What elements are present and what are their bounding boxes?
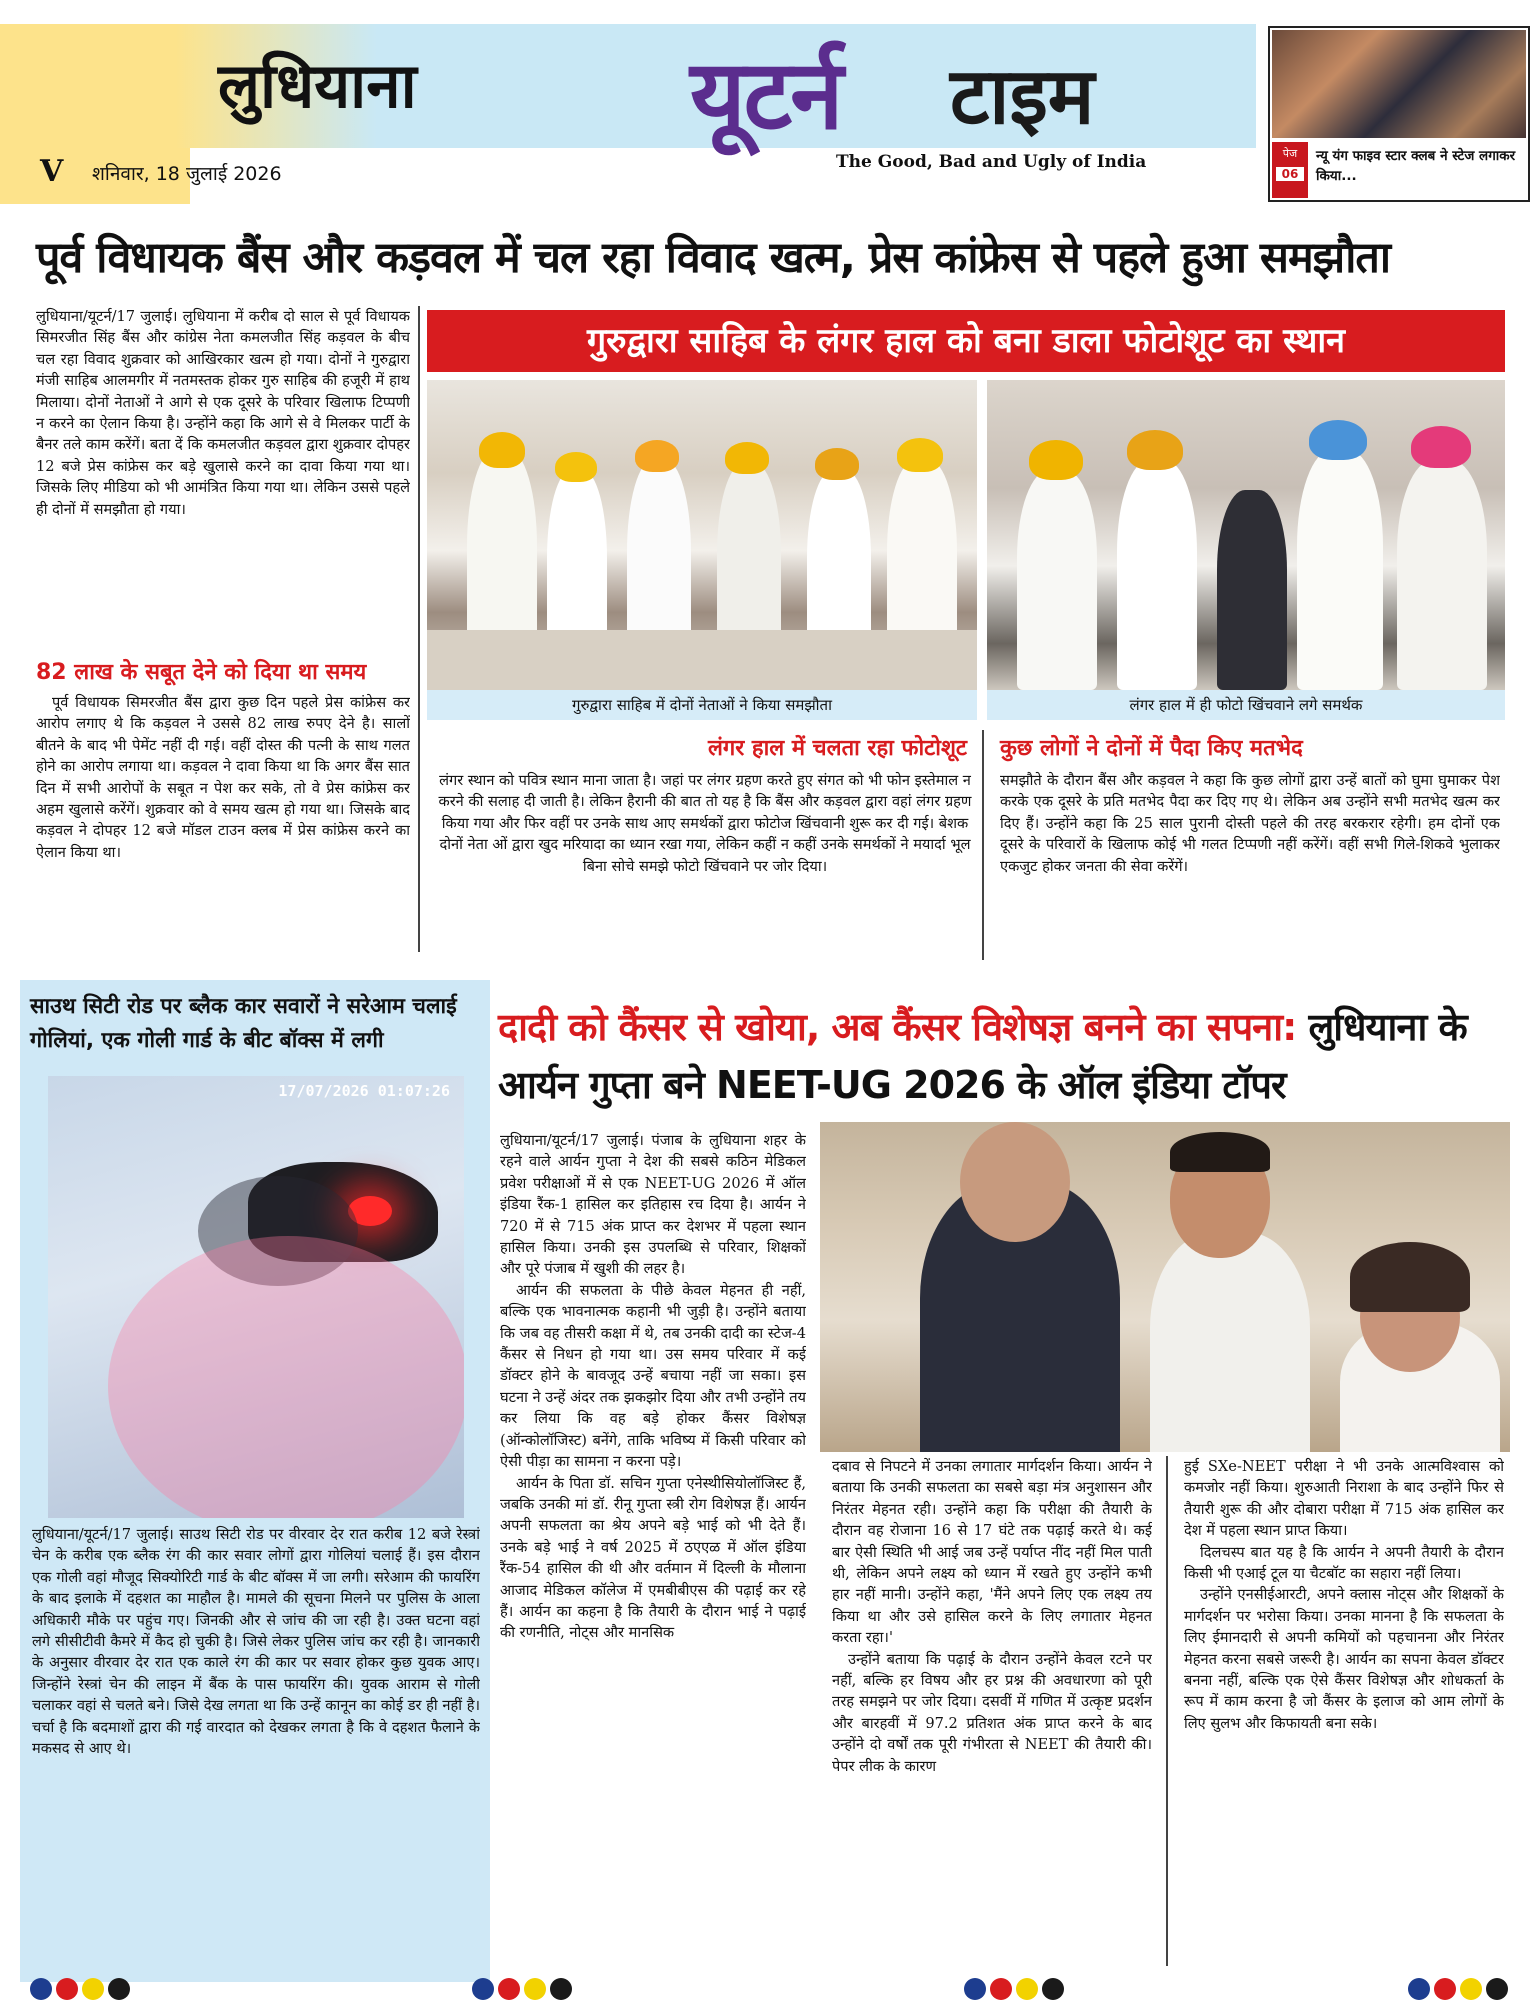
neet-column-2	[832, 1456, 1152, 1976]
neet-headline	[498, 998, 1506, 1114]
photo-caption-left: गुरुद्वारा साहिब में दोनों नेताओं ने किया समझौता	[427, 690, 977, 720]
teaser-page-badge	[1272, 142, 1308, 198]
brand-name-part1: यूटर्न	[690, 39, 842, 151]
teaser-page-label: पेज	[1282, 147, 1298, 160]
column-rule	[418, 306, 420, 952]
registration-marks-left	[30, 1978, 130, 2000]
story1-intro	[36, 306, 410, 648]
neet-headline-red: दादी को कैंसर से खोया, अब कैंसर विशेषज्ञ बनने का सपना:	[498, 1005, 1297, 1049]
neet-col3-para1: हुई SXe-NEET परीक्षा ने भी उनके आत्मविश्वास को कमजोर नहीं किया। शुरुआती निराशा के बाद उन्होंने फिर से तैयारी शुरू की और दोबारा परीक्षा में 715 अंक हासिल कर देश में पहला स्थान प्राप्त किया।	[1184, 1458, 1504, 1540]
story1-intro-text: लुधियाना/यूटर्न/17 जुलाई। लुधियाना में करीब दो साल से पूर्व विधायक सिमरजीत सिंह बैंस और कांग्रेस नेता कमलजीत सिंह कड़वल के बीच चल रहा विवाद शुक्रवार को आखिरकार खत्म हो गया। दोनों ने गुरुद्वारा मंजी साहिब आलमगीर में नतमस्तक होकर गुरु साहिब की हजूरी में हाथ मिलाया। दोनों नेताओं ने आगे से एक दूसरे के परिवार खिलाफ टिप्पणी न करने का ऐलान किया है। उन्होंने कहा कि आगे से वे मिलकर पार्टी के बैनर तले काम करेंगें। बता दें कि कमलजीत कड़वल द्वारा शुक्रवार दोपहर 12 बजे प्रेस कांफ्रेस कर बड़े खुलासे करने का दावा किया गया था। जिसके लिए मीडिया को भी आमंत्रित किया गया था। लेकिन उससे पहले ही दोनों में समझौता हो गया।	[36, 308, 410, 518]
teaser-text: न्यू यंग फाइव स्टार क्लब ने स्टेज लगाकर किया...	[1316, 148, 1516, 184]
story1-para2	[36, 692, 410, 954]
story1-para3-text: लंगर स्थान को पवित्र स्थान माना जाता है। जहां पर लंगर ग्रहण करते हुए संगत को भी फोन इस्तेमाल न करने की सलाह दी जाती है। लेकिन हैरानी की बात तो यह है कि बैंस और कड़वल द्वारा वहां लंगर ग्रहण किया गया और फिर वहीं पर उनके साथ आए समर्थकों द्वारा फोटोज खिंचवानी शुरू कर दी गई। बेशक दोनों नेता ओं द्वारा खुद मरियादा का ध्यान रखा गया, लेकिन कहीं न कहीं उनके समर्थकों ने मयार्दा भूल बिना सोचे समझे फोटो खिंचवाने पर जोर दिया।	[438, 772, 972, 875]
gurudwara-photo	[427, 380, 977, 690]
crime-story-body-text: लुधियाना/यूटर्न/17 जुलाई। साउथ सिटी रोड पर वीरवार देर रात करीब 12 बजे रेस्त्रां चेन के करीब एक ब्लैक रंग की कार सवार लोगों द्वारा गोलियां चलाई हैं। इस दौरान एक गोली वहां मौजूद सिक्योरिटी गार्ड के बीट बॉक्स में जा लगी। सरेआम की फायरिंग के बाद इलाके में दहशत का माहौल है। मामले की सूचना मिलने पर पुलिस के आला अधिकारी मौके पर पहुंच गए। जिनकी और से जांच की जा रही है। उक्त घटना वहां लगे सीसीटीवी कैमरे में कैद हो चुकी है। जिसे लेकर पुलिस जांच कर रही है। जानकारी के अनुसार वीरवार देर रात एक काले रंग की कार पर सवार होकर कुछ युवक आए। जिन्होंने रेस्त्रां चेन की लाइन में बैंक के पास फायरिंग की। युवक आराम से गोली चलाकर वहां से चलते बने। जिसे देख लगता था कि उन्हें कानून का कोई डर ही नहीं है। चर्चा है कि बदमाशों द्वारा की गई वारदात को देखकर लगता है कि वे दहशत फैलाने के मकसद से आए थे।	[32, 1526, 480, 1758]
issue-date: शनिवार, 18 जुलाई 2026	[92, 163, 282, 185]
registration-marks-center-right	[964, 1978, 1064, 2000]
story1-para2-text: पूर्व विधायक सिमरजीत बैंस द्वारा कुछ दिन पहले प्रेस कांफ्रेस कर आरोप लगाए थे कि कड़वल ने उससे 82 लाख रुपए देने है। सालों बीतने के बाद भी पेमेंट नहीं दी गई। वहीं दोस्त की पत्नी के साथ गलत होने का आरोप लगाया था। कड़वल ने दावा किया था कि अगर बैंस सात दिन में सभी आरोपों के सबूत न पेश कर सके, तो वे प्रेस कांफ्रेस कर अहम खुलासे करेंगें। शुक्रवार को वे समय खत्म हो गया था। जिसके बाद कड़वल ने दोपहर 12 बजे मॉडल टाउन क्लब में प्रेस कांफ्रेस करने का ऐलान किया था।	[36, 694, 410, 861]
crime-story-body	[32, 1524, 480, 1976]
story1-para3	[436, 770, 974, 962]
story1-subhead-photoshoot: लंगर हाल में चलता रहा फोटोशूट	[707, 736, 967, 761]
registration-marks-center-left	[472, 1978, 572, 2000]
page-teaser[interactable]	[1268, 26, 1530, 202]
main-headline: पूर्व विधायक बैंस और कड़वल में चल रहा विवाद खत्म, प्रेस कांफ्रेस से पहले हुआ समझौता	[36, 233, 1390, 283]
teaser-photo	[1272, 30, 1526, 138]
story1-para4	[1000, 770, 1500, 962]
neet-headline-black: लुधियाना के आर्यन गुप्ता बने NEET-UG 2026 के ऑल इंडिया टॉपर	[498, 1005, 1467, 1107]
langar-hall-photo	[987, 380, 1505, 690]
neet-col1-para1: लुधियाना/यूटर्न/17 जुलाई। पंजाब के लुधियाना शहर के रहने वाले आर्यन गुप्ता ने देश की सबसे कठिन मेडिकल प्रवेश परीक्षाओं में से एक NEET-UG 2026 में ऑल इंडिया रैंक-1 हासिल कर इतिहास रच दिया है। आर्यन ने 720 में से 715 अंक प्राप्त कर देशभर में पहला स्थान हासिल किया। उनकी इस उपलब्धि से परिवार, शिक्षकों और पूरे पंजाब में खुशी की लहर है।	[500, 1132, 806, 1278]
cctv-timestamp: 17/07/2026 01:07:26	[278, 1082, 450, 1100]
red-banner-headline: गुरुद्वारा साहिब के लंगर हाल को बना डाला फोटोशूट का स्थान	[427, 310, 1505, 372]
registration-marks-right	[1408, 1978, 1508, 2000]
photo-caption-right: लंगर हाल में ही फोटो खिंचवाने लगे समर्थक	[987, 690, 1505, 720]
neet-col2-para2: उन्होंने बताया कि पढ़ाई के दौरान उन्होंने केवल रटने पर नहीं, बल्कि हर विषय और हर प्रश्न की अवधारणा को पूरी तरह समझने पर जोर दिया। दसवीं में गणित में उत्कृष्ट प्रदर्शन और बारहवीं में 97.2 प्रतिशत अंक प्राप्त करने के बाद उन्होंने दो वर्षों तक पूरी गंभीरता से NEET की तैयारी की। पेपर लीक के कारण	[832, 1650, 1152, 1775]
neet-column-1	[500, 1130, 806, 1970]
story1-subhead-differences: कुछ लोगों ने दोनों में पैदा किए मतभेद	[1000, 736, 1303, 761]
edition-city: लुधियाना	[218, 49, 417, 122]
topper-photo	[820, 1122, 1510, 1452]
neet-column-3	[1184, 1456, 1504, 1976]
neet-col3-para2: दिलचस्प बात यह है कि आर्यन ने अपनी तैयारी के दौरान किसी भी एआई टूल या चैटबॉट का सहारा नहीं लिया।	[1184, 1543, 1504, 1583]
neet-col1-para2: आर्यन की सफलता के पीछे केवल मेहनत ही नहीं, बल्कि एक भावनात्मक कहानी भी जुड़ी है। उन्होंने बताया कि जब वह तीसरी कक्षा में थे, तब उनकी दादी का स्टेज-4 कैंसर से निधन हो गया था। उस समय परिवार में कई डॉक्टर होने के बावजूद उन्हें बचाया नहीं जा सका। इस घटना ने उन्हें अंदर तक झकझोर दिया और तभी उन्होंने तय कर लिया कि वह बड़े होकर कैंसर विशेषज्ञ (ऑन्कोलॉजिस्ट) बनेंगे, ताकि भविष्य में किसी परिवार को ऐसी पीड़ा का सामना न करना पड़े।	[500, 1281, 806, 1471]
neet-col1-para3: आर्यन के पिता डॉ. सचिन गुप्ता एनेस्थीसियोलॉजिस्ट हैं, जबकि उनकी मां डॉ. रीनू गुप्ता स्त्री रोग विशेषज्ञ हैं। आर्यन अपनी सफलता का श्रेय अपने बड़े भाई को भी देते हैं। उनके बड़े भाई ने वर्ष 2025 में ठएएळ में ऑल इंडिया रैंक-54 हासिल की थी और वर्तमान में दिल्ली के मौलाना आजाद मेडिकल कॉलेज में एमबीबीएस की पढ़ाई कर रहे हैं। आर्यन का कहना है कि तैयारी के दौरान भाई ने पढ़ाई की रणनीति, नोट्स और मानसिक	[500, 1474, 806, 1642]
story1-subhead-82-lakh: 82 लाख के सबूत देने को दिया था समय	[36, 660, 367, 685]
crime-story-headline: साउथ सिटी रोड पर ब्लैक कार सवारों ने सरेआम चलाई गोलियां, एक गोली गार्ड के बीट बॉक्स में लगी	[30, 994, 457, 1053]
neet-col2-para1: दबाव से निपटने में उनका लगातार मार्गदर्शन किया। आर्यन ने बताया कि उनकी सफलता का सबसे बड़ा मंत्र अनुशासन और निरंतर मेहनत रही। उन्होंने कहा कि परीक्षा की तैयारी के दौरान वह रोजाना 16 से 17 घंटे तक पढ़ाई करते थे। कई बार ऐसी स्थिति भी आई जब उन्हें पर्याप्त नींद नहीं मिल पाती थी, लेकिन अपने लक्ष्य को ध्यान में रखते हुए उन्होंने कभी हार नहीं मानी। उन्होंने कहा, 'मैंने अपने लिए एक लक्ष्य तय किया था और उसे हासिल करने के लिए लगातार मेहनत करता रहा।'	[832, 1458, 1152, 1647]
brand-name-part2: टाइम	[950, 52, 1095, 142]
neet-col3-para3: उन्होंने एनसीईआरटी, अपने क्लास नोट्स और शिक्षकों के मार्गदर्शन पर भरोसा किया। उनका मानना है कि सफलता के लिए ईमानदारी से अपनी कमियों को पहचानना और निरंतर मेहनत करना सबसे जरूरी है। आर्यन का सपना केवल डॉक्टर बनना नहीं, बल्कि एक ऐसे कैंसर विशेषज्ञ और शोधकर्ता के रूप में काम करना है जो कैंसर के इलाज को आम लोगों के लिए सुलभ और किफायती बना सके।	[1184, 1586, 1504, 1732]
brand-tagline: The Good, Bad and Ugly of India	[836, 152, 1147, 172]
column-rule	[982, 730, 984, 960]
cctv-image	[48, 1076, 464, 1518]
column-rule	[1166, 1456, 1168, 1966]
page-letter: V	[40, 154, 64, 189]
teaser-page-number: 06	[1276, 167, 1304, 181]
story1-para4-text: समझौते के दौरान बैंस और कड़वल ने कहा कि कुछ लोगों द्वारा उन्हें बातों को घुमा घुमाकर पेश करके एक दूसरे के प्रति मतभेद पैदा कर दिए गए थे। लेकिन अब उन्होंने सभी मतभेद खत्म कर दिए हैं। उन्होंने कहा कि 25 साल पुरानी दोस्ती पहले की तरह बरकरार रहेगी। हम दोनों एक दूसरे के परिवारों के खिलाफ कोई भी गलत टिप्पणी नहीं करेंगें। वहीं सभी गिले-शिकवे भुलाकर एकजुट होकर जनता की सेवा करेंगें।	[1000, 772, 1500, 875]
